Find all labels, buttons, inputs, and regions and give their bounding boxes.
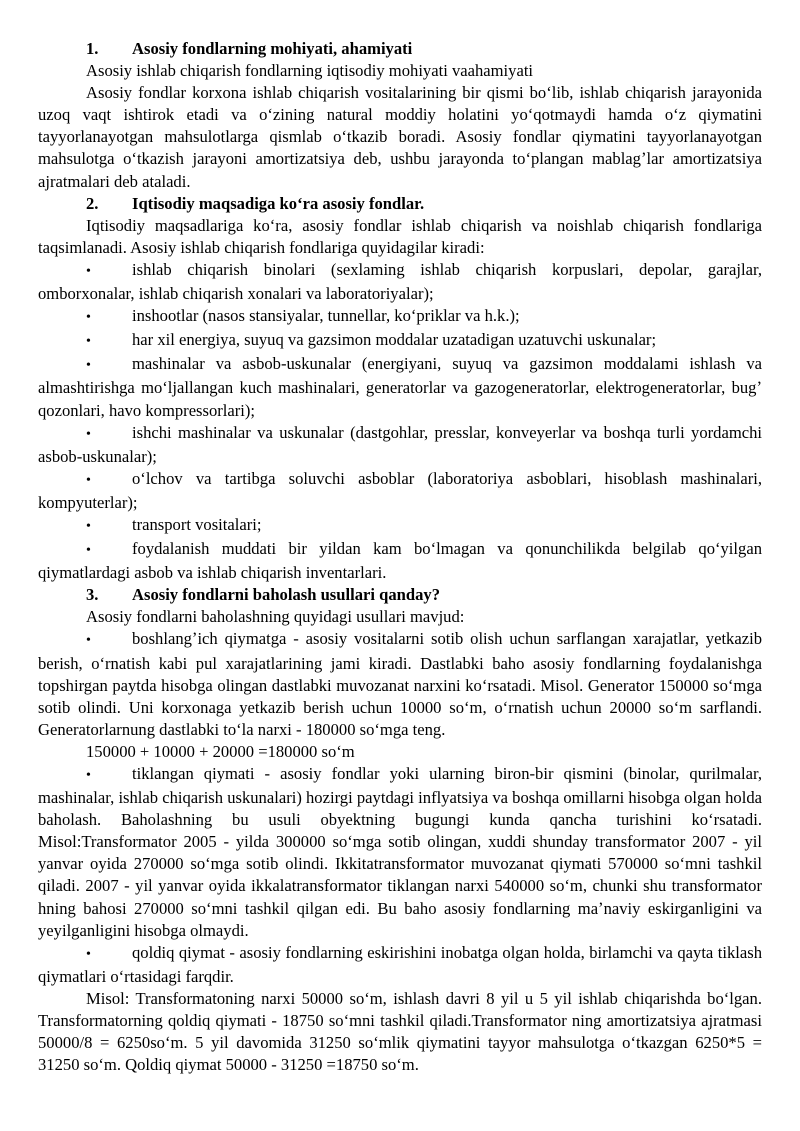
section-1-title: Asosiy fondlarning mohiyati, ahamiyati (132, 39, 413, 58)
list-item (38, 538, 762, 584)
section-2-paragraph: Iqtisodiy maqsadlariga koʻra, asosiy fondlar ishlab chiqarish va noishlab chiqarish fondlariga taqsimlanadi. Asosiy ishlab chiqarish fondlariga quyidagilar kiradi: (38, 215, 762, 257)
list-item (38, 329, 762, 353)
list-item (38, 305, 762, 329)
bullet-icon (86, 514, 132, 538)
bullet-icon (86, 942, 132, 966)
bullet-icon (86, 763, 132, 787)
bullet-icon (86, 305, 132, 329)
list-item-text: transport vositalari; (132, 514, 262, 534)
section-1-paragraph: Asosiy fondlar korxona ishlab chiqarish vositalarining bir qismi boʻlib, ishlab chiqarish jarayonida uzoq vaqt ishtirok etadi va oʻzining natural moddiy holatini yoʻqotmaydi hamda oʻz qiymatini tayyorlanayotgan mahsulotlarga qismlab oʻtkazib boradi. Asosiy fondlar qiymatini tayyorlanayotgan mahsulotga oʻtkazish jarayoni amortizatsiya deb, ushbu jarayonda toʻplangan mablagʼlar amortizatsiya ajratmalari deb ataladi. (38, 83, 762, 191)
section-1-number: 1. (86, 39, 99, 58)
formula-line: 150000 + 10000 + 20000 =180000 soʻm (86, 741, 355, 761)
section-3-number: 3. (86, 585, 99, 605)
list-item (38, 942, 762, 988)
list-item (38, 353, 762, 421)
list-item-text: ishlab chiqarish binolari (sexlaming ishlab chiqarish korpuslari, depolar, garajlar, omborxonalar, ishlab chiqarish xonalari va laboratoriyalar); (38, 259, 762, 304)
list-item-text: ishchi mashinalar va uskunalar (dastgohlar, presslar, konveyerlar va boshqa turli yordamchi asbob-uskunalar); (38, 422, 762, 466)
list-item-text: har xil energiya, suyuq va gazsimon moddalar uzatadigan uzatuvchi uskunalar; (132, 330, 657, 350)
list-item-text: oʻlchov va tartibga soluvchi asboblar (laboratoriya asboblari, hisoblash mashinalari, kompyuterlar); (38, 468, 762, 512)
bullet-icon (86, 329, 132, 353)
list-item-text: boshlangʼich qiymatga - asosiy vositalarni sotib olish uchun sarflangan xarajatlar, yetkazib berish, oʻrnatish kabi pul xarajatlarining jami kiradi. Dastlabki baho asosiy fondlarning foydalanishga topshirgan paytda hisobga olingan dastlabki muvozanat narxini koʻrsatadi. Misol. Generator 150000 soʻmga sotib olindi. Uni korxonaga yetkazib berish uchun 10000 soʻm, oʻrnatish uchun 20000 soʻm sarflandi. Generatorlarnung dastlabki toʻla narxi - 180000 soʻmga teng. (38, 629, 762, 739)
bullet-icon (86, 538, 132, 562)
section-2-heading (38, 193, 762, 215)
list-item (38, 422, 762, 468)
list-item-text: mashinalar va asbob-uskunalar (energiyani, suyuq va gazsimon moddalami ishlash va almashtirishga moʻljallangan kuch mashinalari, generatorlar va gazogeneratorlar, elektrogeneratorlar, bugʼ qozonlari, havo kompressorlari); (38, 354, 762, 420)
list-item (38, 259, 762, 305)
bullet-icon (86, 628, 132, 652)
bullet-icon (86, 259, 132, 283)
section-1-heading (38, 38, 762, 60)
list-item (38, 628, 762, 740)
list-item (38, 763, 762, 942)
list-item-text: inshootlar (nasos stansiyalar, tunnellar, koʻpriklar va h.k.); (132, 306, 520, 326)
section-3-paragraph: Asosiy fondlarni baholashning quyidagi usullari mavjud: (86, 607, 465, 627)
section-3-heading (38, 584, 762, 606)
section-2-title: Iqtisodiy maqsadiga koʻra asosiy fondlar. (132, 193, 425, 213)
section-2-number: 2. (86, 193, 99, 213)
list-item (38, 514, 762, 538)
bullet-icon (86, 353, 132, 377)
bullet-icon (86, 468, 132, 492)
bullet-icon (86, 422, 132, 446)
list-item-text: tiklangan qiymati - asosiy fondlar yoki ularning biron-bir qismini (binolar, qurilmalar, mashinalar, ishlab chiqarish uskunalari) hozirgi paytdagi inflyatsiya va boshqa omillarni hisobga olgan holda baholash. Baholashning bu usuli obyektning bugungi kunda qancha turishini koʻrsatadi. Misol:Transformator 2005 - yilda 300000 soʻmga sotib olingan, xuddi shunday transformator 2007 - yil yanvar oyida 270000 soʻmga sotib olindi. Ikkitatransformator muvozanat qiymati 570000 soʻmni tashkil qiladi. 2007 - yil yanvar oyida ikkalatransformator tiklangan narxi 540000 soʻm, chunki shu transformator hning bahosi 270000 soʻmni tashkil qilgan edi. Bu baho asosiy fondlarning maʼnaviy eskirganligini va yeyilganligini hisobga olmaydi. (38, 764, 762, 940)
example-paragraph: Misol: Transformatoning narxi 50000 soʻm, ishlash davri 8 yil u 5 yil ishlab chiqarishda boʻlgan. Transformatorning qoldiq qiymati - 18750 soʻmni tashkil qiladi.Transformator ning amortizatsiya ajratmasi 50000/8 = 6250soʻm. 5 yil davomida 31250 soʻmlik qiymatini tayyor mahsulotga oʻtkazgan 6250*5 = 31250 soʻm. Qoldiq qiymat 50000 - 31250 =18750 soʻm. (38, 988, 762, 1075)
list-item (38, 468, 762, 514)
list-item-text: qoldiq qiymat - asosiy fondlarning eskirishini inobatga olgan holda, birlamchi va qayta tiklash qiymatlari oʻrtasidagi farqdir. (38, 942, 762, 986)
document-page (38, 38, 762, 1076)
section-3-title: Asosiy fondlarni baholash usullari qanday? (132, 585, 441, 605)
list-item-text: foydalanish muddati bir yildan kam boʻlmagan va qonunchilikda belgilab qoʻyilgan qiymatlardagi asbob va ishlab chiqarish inventarlari. (38, 539, 762, 583)
section-1-subtitle: Asosiy ishlab chiqarish fondlarning iqtisodiy mohiyati vaahamiyati (86, 61, 534, 81)
